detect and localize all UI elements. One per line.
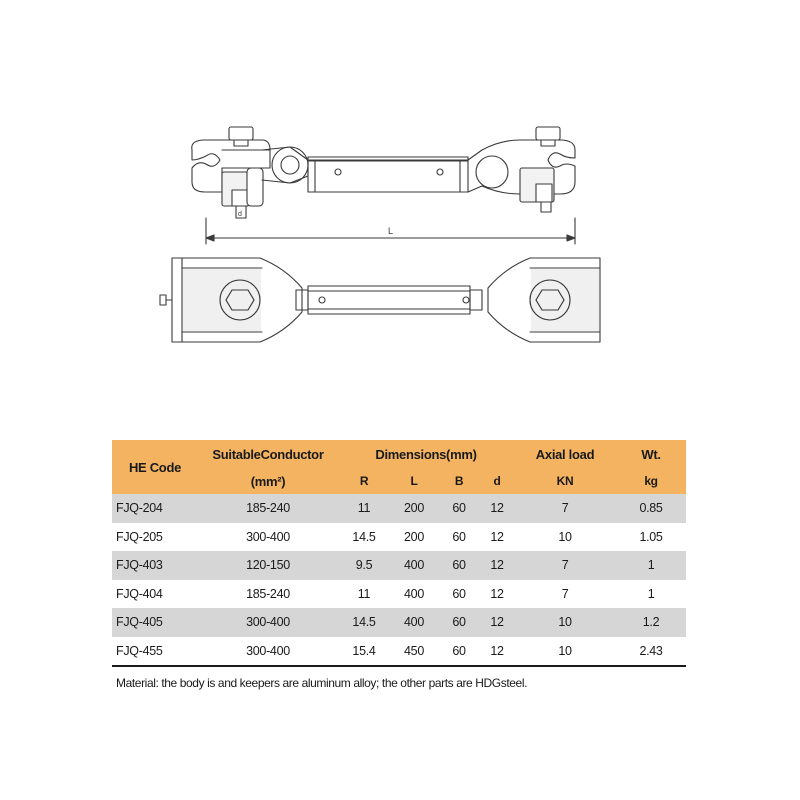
header-weight: Wt. xyxy=(616,440,686,468)
cell-d: 12 xyxy=(480,494,514,523)
dimension-label: L xyxy=(388,226,394,236)
cell-b: 60 xyxy=(438,494,480,523)
svg-text:d: d xyxy=(238,211,242,218)
header-dim-r: R xyxy=(338,468,390,494)
cell-b: 60 xyxy=(452,586,466,601)
cell-load: 7 xyxy=(514,551,616,580)
header-dim-l: L xyxy=(390,468,438,494)
table-row xyxy=(112,523,686,552)
cell-load: 10 xyxy=(558,529,572,544)
cell-conductor: 300-400 xyxy=(246,529,290,544)
cell-wt: 1 xyxy=(616,551,686,580)
cell-l: 200 xyxy=(404,529,424,544)
cell-code: FJQ-403 xyxy=(112,551,198,580)
cell-d: 12 xyxy=(490,586,504,601)
header-dimensions: Dimensions(mm) xyxy=(338,440,514,468)
header-axial-unit: KN xyxy=(514,468,616,494)
cell-conductor: 300-400 xyxy=(198,608,338,637)
header-dim-b: B xyxy=(438,468,480,494)
cell-r: 14.5 xyxy=(338,608,390,637)
cell-b: 60 xyxy=(438,608,480,637)
cell-wt: 2.43 xyxy=(616,637,686,667)
cell-r: 15.4 xyxy=(338,637,390,667)
cell-l: 400 xyxy=(390,551,438,580)
header-dim-d: d xyxy=(480,468,514,494)
cell-code: FJQ-455 xyxy=(112,637,198,667)
cell-code: FJQ-205 xyxy=(116,529,163,544)
cell-l: 400 xyxy=(390,608,438,637)
cell-d: 12 xyxy=(480,551,514,580)
header-weight-unit: kg xyxy=(616,468,686,494)
cell-wt: 1 xyxy=(647,586,655,601)
cell-d: 12 xyxy=(480,608,514,637)
table-row xyxy=(112,494,686,523)
header-he-code: HE Code xyxy=(112,440,198,494)
cell-l: 200 xyxy=(390,494,438,523)
table-row xyxy=(112,551,686,580)
spec-table xyxy=(112,440,686,667)
cell-conductor: 185-240 xyxy=(246,586,290,601)
cell-wt: 1.05 xyxy=(639,529,663,544)
table-row xyxy=(112,637,686,667)
cell-load: 7 xyxy=(514,494,616,523)
header-axial-load: Axial load xyxy=(514,440,616,468)
cell-b: 60 xyxy=(452,529,466,544)
header-conductor: SuitableConductor xyxy=(198,440,338,468)
cell-code: FJQ-204 xyxy=(112,494,198,523)
cell-l: 450 xyxy=(390,637,438,667)
bolt-head-left xyxy=(229,127,253,140)
material-note: Material: the body is and keepers are aluminum alloy; the other parts are HDGsteel. xyxy=(116,676,528,690)
cell-conductor: 300-400 xyxy=(198,637,338,667)
cell-b: 60 xyxy=(438,637,480,667)
cell-r: 9.5 xyxy=(338,551,390,580)
cell-l: 400 xyxy=(404,586,424,601)
cell-r: 14.5 xyxy=(352,529,376,544)
cell-wt: 1.2 xyxy=(616,608,686,637)
cell-code: FJQ-404 xyxy=(116,586,163,601)
cell-load: 10 xyxy=(514,637,616,667)
bolt-head-right xyxy=(536,127,560,140)
cell-b: 60 xyxy=(438,551,480,580)
cell-r: 11 xyxy=(357,586,371,601)
table-row xyxy=(112,580,686,609)
cell-d: 12 xyxy=(490,529,504,544)
header-conductor-unit: (mm²) xyxy=(198,468,338,494)
cell-code: FJQ-405 xyxy=(112,608,198,637)
side-view xyxy=(192,127,575,244)
cell-d: 12 xyxy=(480,637,514,667)
table-row xyxy=(112,608,686,637)
cell-conductor: 120-150 xyxy=(198,551,338,580)
cell-r: 11 xyxy=(338,494,390,523)
cell-conductor: 185-240 xyxy=(198,494,338,523)
cell-wt: 0.85 xyxy=(616,494,686,523)
cell-load: 7 xyxy=(561,586,569,601)
cell-load: 10 xyxy=(514,608,616,637)
